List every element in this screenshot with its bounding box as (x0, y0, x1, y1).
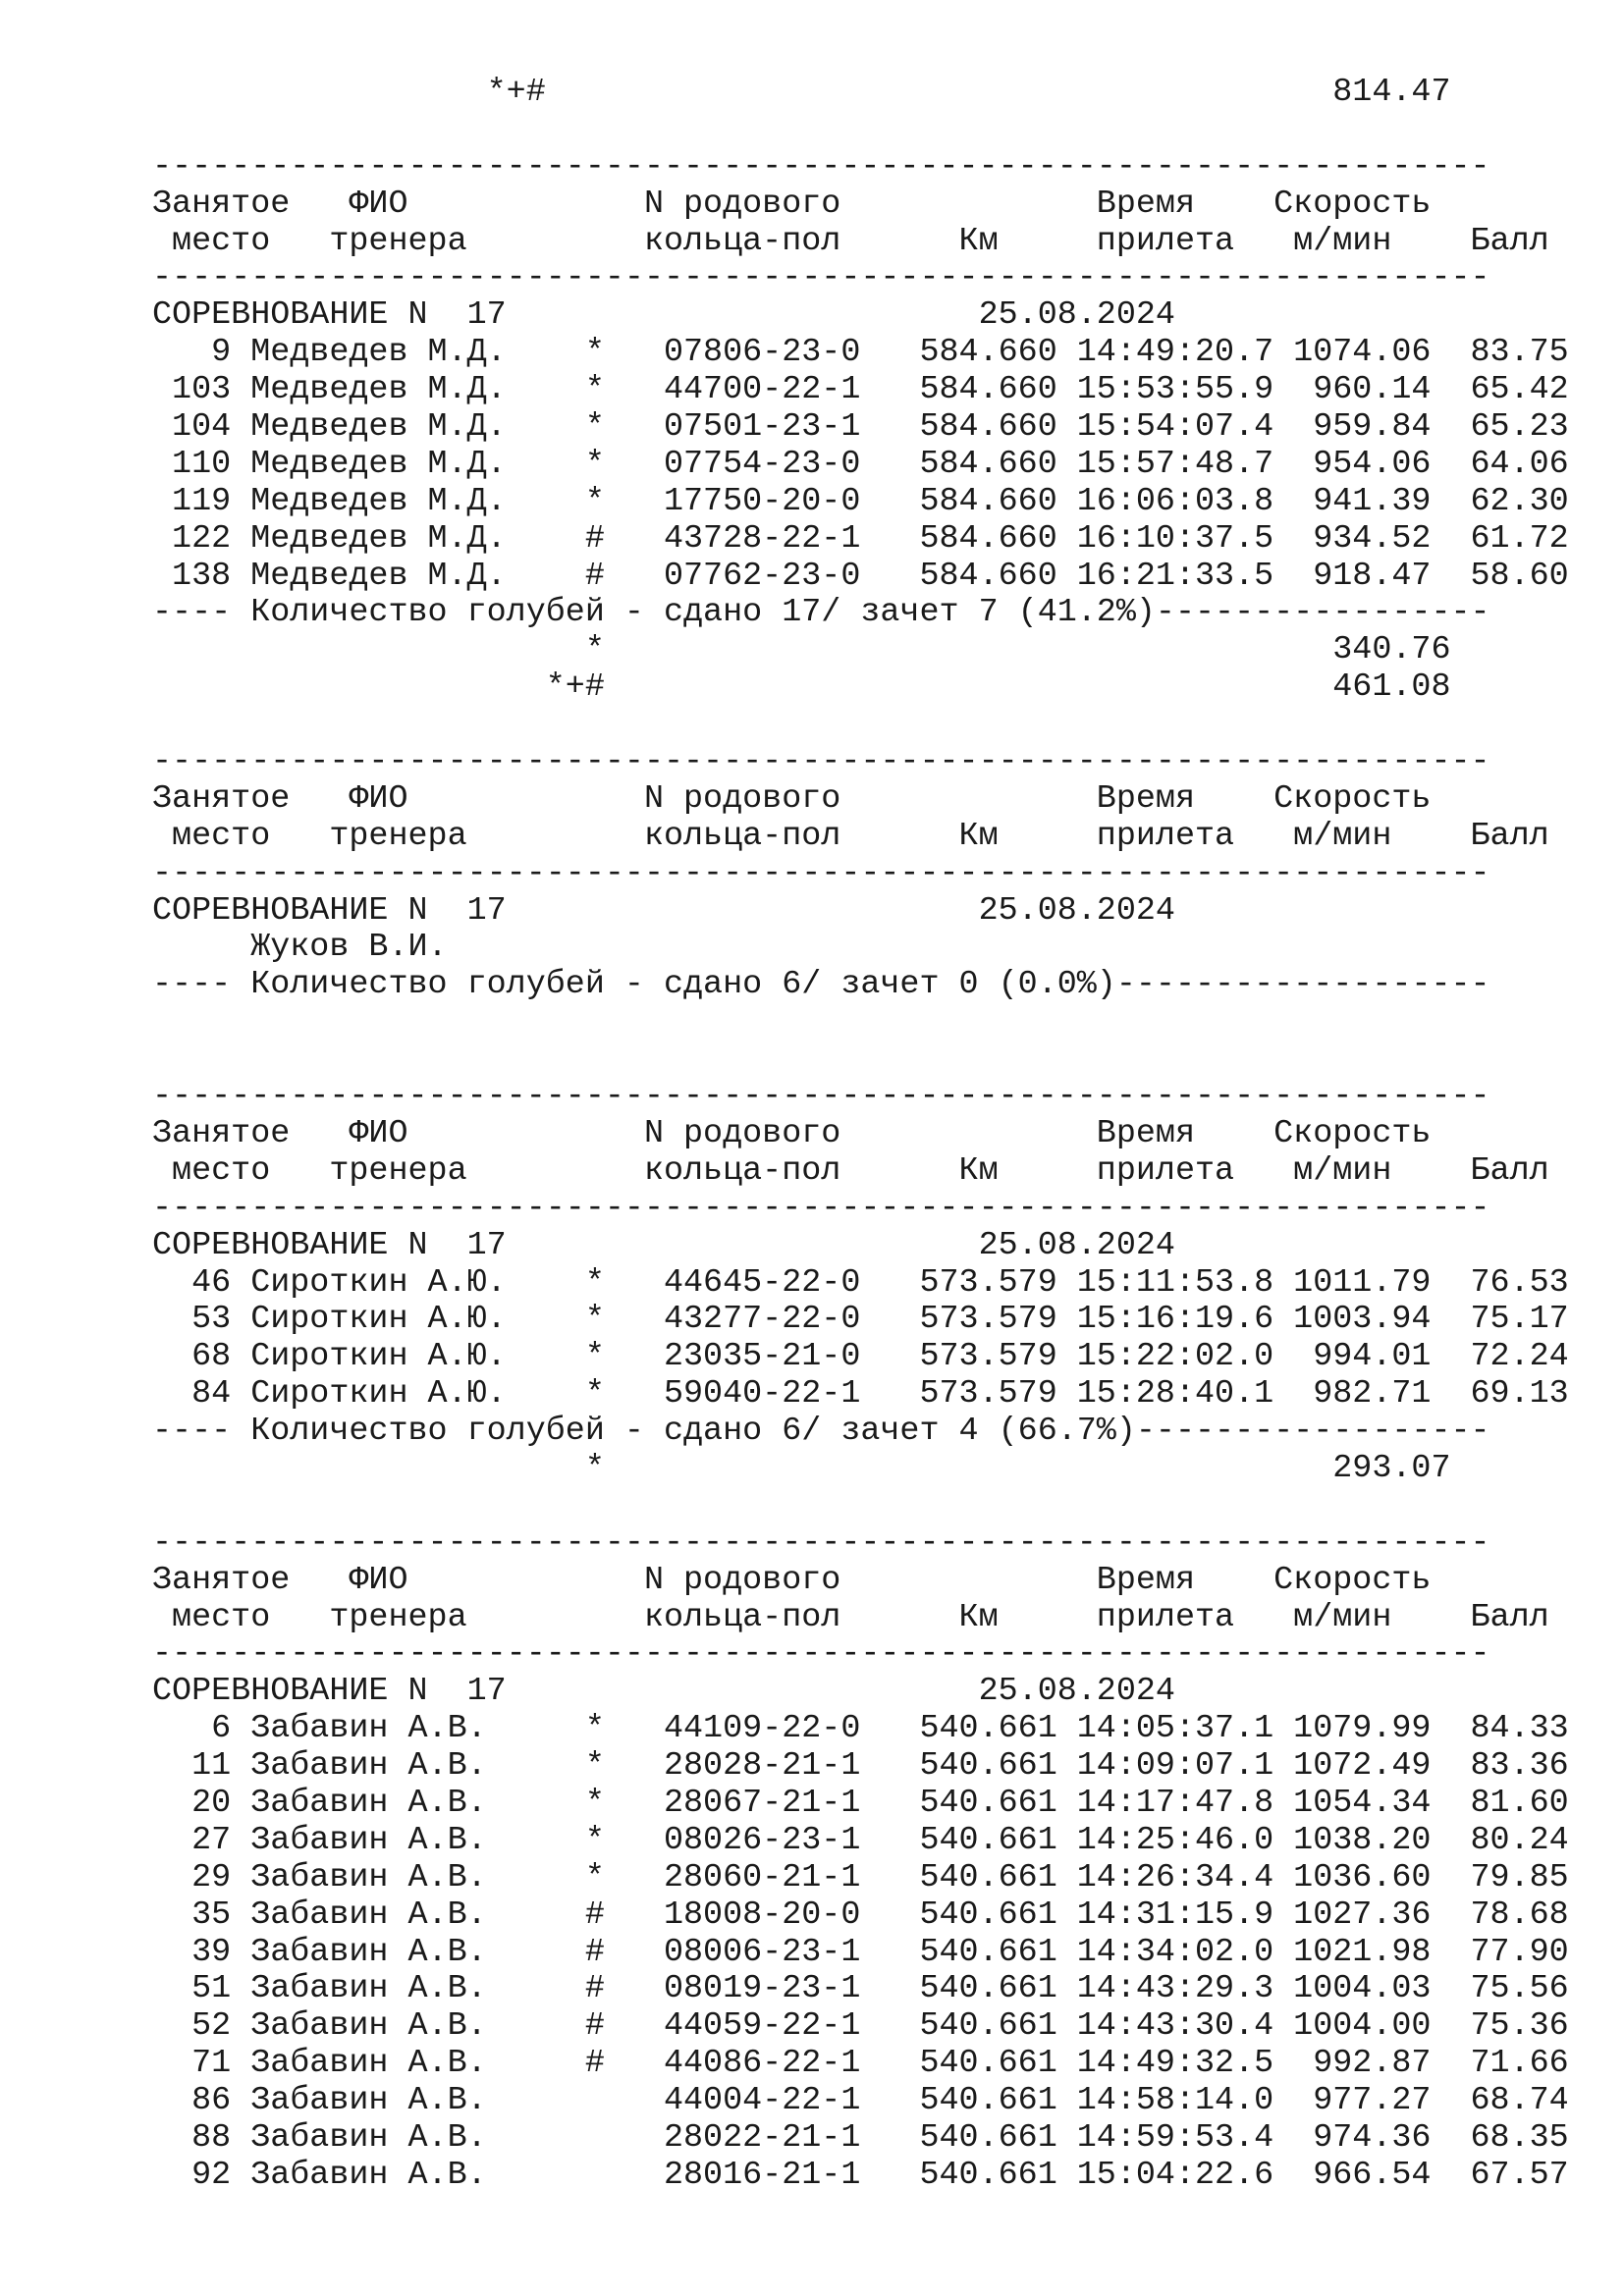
subtotal-line: *+# 461.08 (152, 668, 1451, 707)
result-row: 46 Сироткин А.Ю. * 44645-22-0 573.579 15:11:53.8 1011.79 76.53 (152, 1263, 1569, 1302)
result-row: 11 Забавин А.В. * 28028-21-1 540.661 14:09:07.1 1072.49 83.36 (152, 1747, 1569, 1786)
column-header: Занятое ФИО N родового Время Скорость (152, 1561, 1432, 1599)
result-row: 6 Забавин А.В. * 44109-22-0 540.661 14:05:37.1 1079.99 84.33 (152, 1710, 1569, 1748)
blank-line (152, 112, 1586, 149)
separator-line: -------------------------------------------------------------------- (152, 147, 1490, 186)
separator-line: -------------------------------------------------------------------- (152, 1189, 1490, 1227)
subtotal-line: *+# 814.47 (152, 74, 1451, 111)
report-line: Жуков В.И. (152, 929, 448, 967)
blank-line (152, 1488, 1586, 1525)
result-row: 39 Забавин А.В. # 08006-23-1 540.661 14:34:02.0 1021.98 77.90 (152, 1933, 1569, 1971)
separator-line: -------------------------------------------------------------------- (152, 1078, 1490, 1116)
column-header: Занятое ФИО N родового Время Скорость (152, 779, 1432, 818)
column-header: Занятое ФИО N родового Время Скорость (152, 1114, 1432, 1152)
blank-line (152, 1004, 1586, 1041)
blank-line (152, 1041, 1586, 1079)
competition-header: СОРЕВНОВАНИЕ N 17 25.08.2024 (152, 1226, 1175, 1264)
result-row: 110 Медведев М.Д. * 07754-23-0 584.660 15:57:48.7 954.06 64.06 (152, 445, 1569, 483)
result-row: 104 Медведев М.Д. * 07501-23-1 584.660 15:54:07.4 959.84 65.23 (152, 408, 1569, 447)
result-row: 20 Забавин А.В. * 28067-21-1 540.661 14:17:47.8 1054.34 81.60 (152, 1784, 1569, 1822)
result-row: 86 Забавин А.В. 44004-22-1 540.661 14:58:14.0 977.27 68.74 (152, 2082, 1569, 2120)
column-header: место тренера кольца-пол Км прилета м/мин Балл (152, 1598, 1549, 1636)
report-page (152, 75, 1586, 2195)
summary-line: ---- Количество голубей - сдано 6/ зачет 0 (0.0%)------------------- (152, 966, 1490, 1004)
summary-line: ---- Количество голубей - сдано 6/ зачет 4 (66.7%)------------------ (152, 1413, 1490, 1451)
separator-line: -------------------------------------------------------------------- (152, 743, 1490, 781)
result-row: 68 Сироткин А.Ю. * 23035-21-0 573.579 15:22:02.0 994.01 72.24 (152, 1338, 1569, 1376)
column-header: место тренера кольца-пол Км прилета м/мин Балл (152, 222, 1549, 260)
result-row: 119 Медведев М.Д. * 17750-20-0 584.660 16:06:03.8 941.39 62.30 (152, 482, 1569, 520)
result-row: 9 Медведев М.Д. * 07806-23-0 584.660 14:49:20.7 1074.06 83.75 (152, 334, 1569, 372)
result-row: 35 Забавин А.В. # 18008-20-0 540.661 14:31:15.9 1027.36 78.68 (152, 1896, 1569, 1934)
subtotal-line: * 293.07 (152, 1449, 1451, 1487)
result-row: 122 Медведев М.Д. # 43728-22-1 584.660 16:10:37.5 934.52 61.72 (152, 519, 1569, 558)
competition-header: СОРЕВНОВАНИЕ N 17 25.08.2024 (152, 891, 1175, 930)
result-row: 51 Забавин А.В. # 08019-23-1 540.661 14:43:29.3 1004.03 75.56 (152, 1970, 1569, 2008)
result-row: 52 Забавин А.В. # 44059-22-1 540.661 14:43:30.4 1004.00 75.36 (152, 2007, 1569, 2046)
column-header: место тренера кольца-пол Км прилета м/мин Балл (152, 817, 1549, 855)
result-row: 53 Сироткин А.Ю. * 43277-22-0 573.579 15:16:19.6 1003.94 75.17 (152, 1301, 1569, 1339)
result-row: 88 Забавин А.В. 28022-21-1 540.661 14:59:53.4 974.36 68.35 (152, 2118, 1569, 2157)
summary-line: ---- Количество голубей - сдано 17/ зачет 7 (41.2%)----------------- (152, 594, 1490, 632)
separator-line: -------------------------------------------------------------------- (152, 1523, 1490, 1562)
separator-line: -------------------------------------------------------------------- (152, 259, 1490, 297)
result-row: 92 Забавин А.В. 28016-21-1 540.661 15:04:22.6 966.54 67.57 (152, 2156, 1569, 2194)
separator-line: -------------------------------------------------------------------- (152, 1635, 1490, 1674)
competition-header: СОРЕВНОВАНИЕ N 17 25.08.2024 (152, 296, 1175, 335)
result-row: 29 Забавин А.В. * 28060-21-1 540.661 14:26:34.4 1036.60 79.85 (152, 1858, 1569, 1896)
result-row: 103 Медведев М.Д. * 44700-22-1 584.660 15:53:55.9 960.14 65.42 (152, 371, 1569, 409)
result-row: 27 Забавин А.В. * 08026-23-1 540.661 14:25:46.0 1038.20 80.24 (152, 1821, 1569, 1859)
result-row: 138 Медведев М.Д. # 07762-23-0 584.660 16:21:33.5 918.47 58.60 (152, 557, 1569, 595)
column-header: Занятое ФИО N родового Время Скорость (152, 185, 1432, 223)
subtotal-line: * 340.76 (152, 631, 1451, 669)
blank-line (152, 707, 1586, 744)
competition-header: СОРЕВНОВАНИЕ N 17 25.08.2024 (152, 1673, 1175, 1711)
separator-line: -------------------------------------------------------------------- (152, 854, 1490, 892)
result-row: 71 Забавин А.В. # 44086-22-1 540.661 14:49:32.5 992.87 71.66 (152, 2045, 1569, 2083)
result-row: 84 Сироткин А.Ю. * 59040-22-1 573.579 15:28:40.1 982.71 69.13 (152, 1375, 1569, 1414)
column-header: место тренера кольца-пол Км прилета м/мин Балл (152, 1151, 1549, 1190)
